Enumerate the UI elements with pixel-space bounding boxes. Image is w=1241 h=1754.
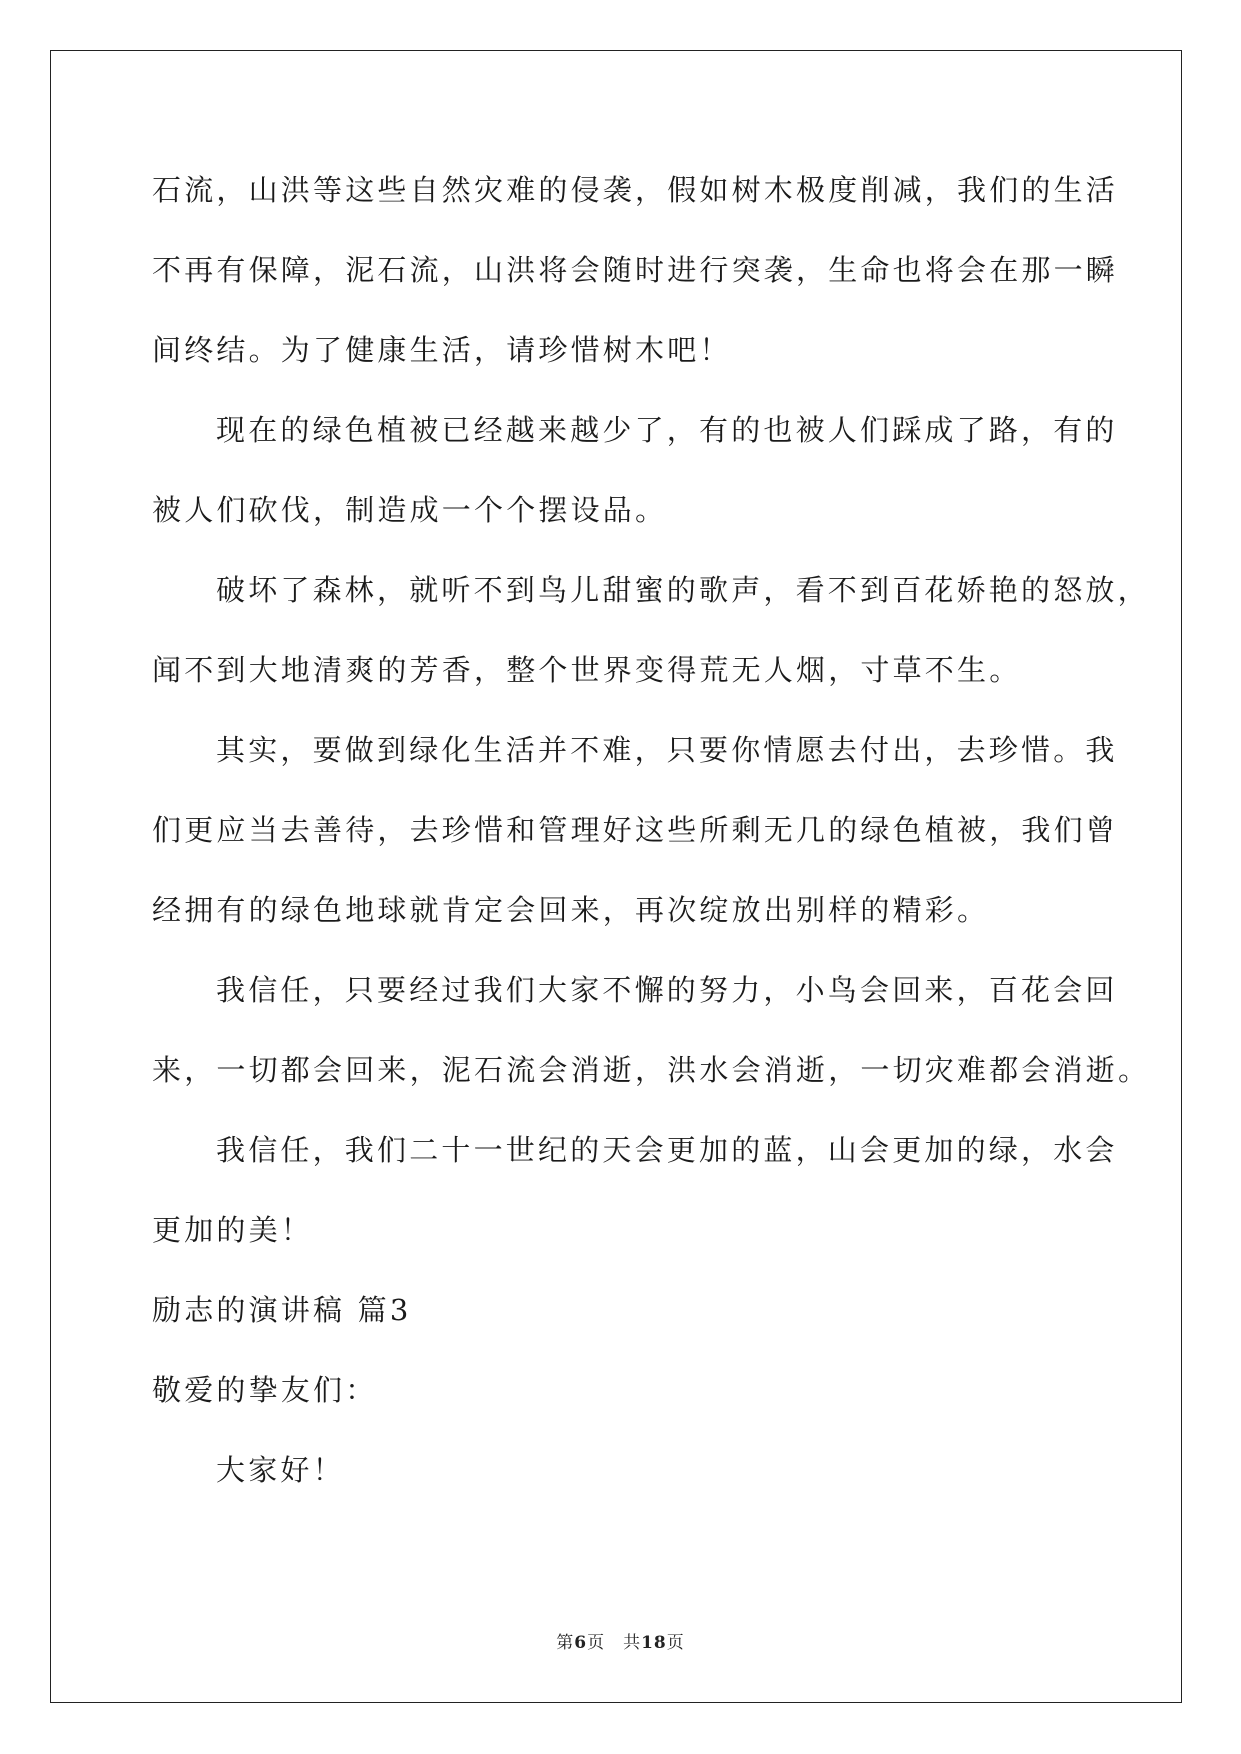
- text-line: 闻不到大地清爽的芳香，整个世界变得荒无人烟，寸草不生。: [152, 653, 1022, 687]
- text-line: 我信任，只要经过我们大家不懈的努力，小鸟会回来，百花会回: [216, 973, 1118, 1007]
- section-heading: 励志的演讲稿 篇3: [152, 1293, 412, 1327]
- salutation: 敬爱的挚友们：: [152, 1373, 378, 1407]
- text-line: 其实，要做到绿化生活并不难，只要你情愿去付出，去珍惜。我: [216, 733, 1118, 767]
- text-line: 石流，山洪等这些自然灾难的侵袭，假如树木极度削减，我们的生活: [152, 173, 1119, 207]
- document-body: [152, 162, 1151, 1522]
- text-line: 现在的绿色植被已经越来越少了，有的也被人们踩成了路，有的: [216, 413, 1118, 447]
- total-unit: 页: [666, 1633, 685, 1653]
- text-line: 不再有保障，泥石流，山洪将会随时进行突袭，生命也将会在那一瞬: [152, 253, 1119, 287]
- text-line: 破坏了森林，就听不到鸟儿甜蜜的歌声，看不到百花娇艳的怒放，: [216, 573, 1150, 607]
- total-prefix: 共: [623, 1633, 642, 1653]
- text-line: 我信任，我们二十一世纪的天会更加的蓝，山会更加的绿，水会: [216, 1133, 1118, 1167]
- text-line: 们更应当去善待，去珍惜和管理好这些所剩无几的绿色植被，我们曾: [152, 813, 1119, 847]
- page-unit: 页: [587, 1633, 606, 1653]
- greeting: 大家好！: [216, 1453, 345, 1487]
- page-footer: [0, 1628, 1241, 1653]
- text-line: 经拥有的绿色地球就肯定会回来，再次绽放出别样的精彩。: [152, 893, 990, 927]
- page-number: 6: [574, 1633, 588, 1653]
- text-line: 来，一切都会回来，泥石流会消逝，洪水会消逝，一切灾难都会消逝。: [152, 1053, 1151, 1087]
- page-prefix: 第: [556, 1633, 575, 1653]
- text-line: 更加的美！: [152, 1213, 314, 1247]
- total-pages: 18: [641, 1633, 667, 1653]
- text-line: 被人们砍伐，制造成一个个摆设品。: [152, 493, 668, 527]
- text-line: 间终结。为了健康生活，请珍惜树木吧！: [152, 333, 732, 367]
